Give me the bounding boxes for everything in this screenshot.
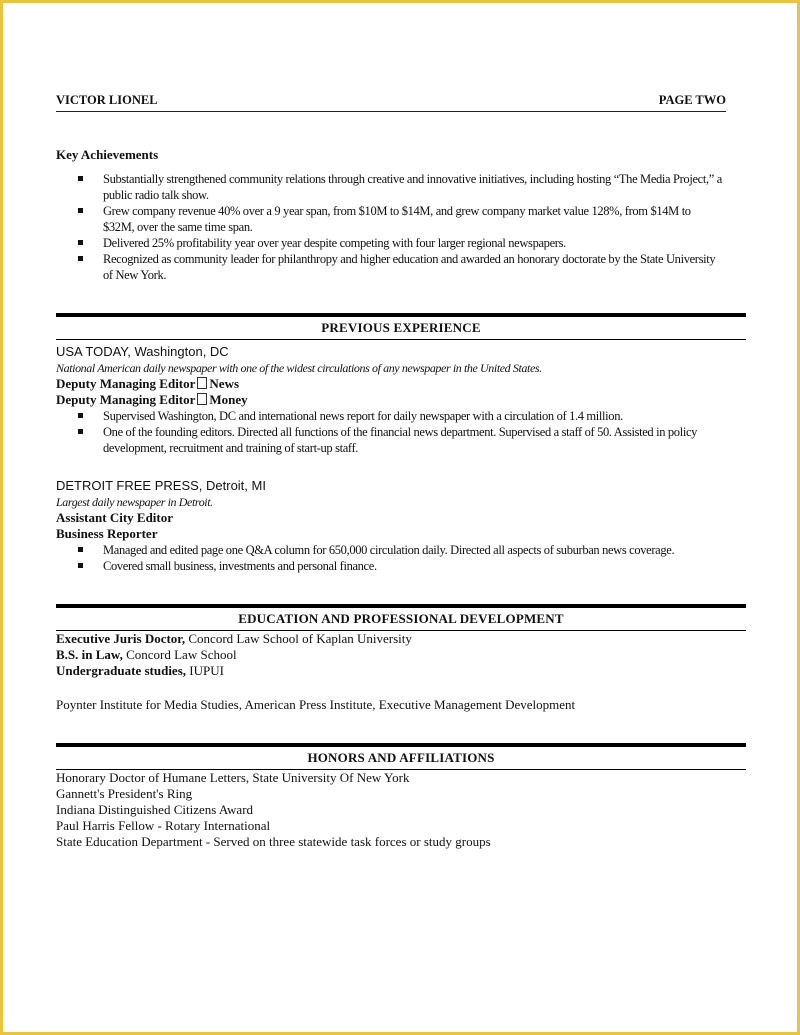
education-heading: EDUCATION AND PROFESSIONAL DEVELOPMENT	[56, 604, 746, 631]
honors-heading: HONORS AND AFFILIATIONS	[56, 743, 746, 770]
employer-description: National American daily newspaper with one of the widest circulations of any newspaper in the United States.	[56, 361, 542, 375]
honor-item: State Education Department - Served on three statewide task forces or study groups	[56, 834, 491, 849]
honor-item: Indiana Distinguished Citizens Award	[56, 802, 254, 817]
professional-development: Poynter Institute for Media Studies, American Press Institute, Executive Management Development	[56, 697, 576, 712]
page-header	[56, 92, 726, 112]
degree-line	[56, 631, 746, 647]
job-title	[56, 392, 746, 408]
degree-school: Concord Law School of Kaplan University	[185, 631, 412, 646]
job-title	[56, 376, 746, 392]
degree-school: IUPUI	[186, 663, 224, 678]
list-item: Substantially strengthened community relations through creative and innovative initiatives, including hosting “The Media Project,” a public radio talk show.	[103, 172, 722, 202]
list-item: Covered small business, investments and personal finance.	[103, 558, 723, 574]
degree-line	[56, 663, 746, 679]
list-item: Supervised Washington, DC and international news report for daily newspaper with a circulation of 1.4 million.	[103, 408, 723, 424]
job-title: Business Reporter	[56, 526, 158, 541]
separator-box-icon	[197, 393, 207, 405]
list-item: Recognized as community leader for philanthropy and higher education and awarded an honorary doctorate by the State University of New York.	[103, 251, 723, 283]
list-item: One of the founding editors. Directed all functions of the financial news department. Supervised a staff of 50. Assisted in policy development, recruitment and training of start-up staff.	[103, 424, 723, 456]
degree-name: B.S. in Law,	[56, 647, 123, 662]
separator-box-icon	[197, 377, 207, 389]
honor-item: Paul Harris Fellow - Rotary International	[56, 818, 271, 833]
degree-name: Executive Juris Doctor,	[56, 631, 186, 646]
usa-today-duties	[56, 408, 746, 456]
job-title-text: Deputy Managing Editor	[56, 376, 196, 391]
page-number: PAGE TWO	[658, 93, 726, 107]
job-area: News	[209, 376, 240, 391]
employer-detroit-free-press: DETROIT FREE PRESS, Detroit, MI	[56, 478, 266, 493]
degree-line	[56, 647, 746, 663]
list-item: Managed and edited page one Q&A column for 650,000 circulation daily. Directed all aspects of suburban news coverage.	[103, 542, 723, 558]
previous-experience-heading: PREVIOUS EXPERIENCE	[56, 313, 746, 340]
list-item: Delivered 25% profitability year over year despite competing with four larger regional newspapers.	[103, 235, 723, 251]
detroit-duties	[56, 542, 746, 574]
job-area: Money	[209, 392, 248, 407]
key-achievements-list	[56, 171, 746, 283]
resume-page	[56, 92, 746, 850]
employer-usa-today: USA TODAY, Washington, DC	[56, 344, 229, 359]
list-item: Grew company revenue 40% over a 9 year span, from $10M to $14M, and grew company market value 128%, from $14M to $32M, over the same time span.	[103, 203, 723, 235]
honor-item: Gannett's President's Ring	[56, 786, 193, 801]
honor-item: Honorary Doctor of Humane Letters, State University Of New York	[56, 770, 410, 785]
employer-description: Largest daily newspaper in Detroit.	[56, 495, 213, 509]
job-title-text: Deputy Managing Editor	[56, 392, 196, 407]
degree-name: Undergraduate studies,	[56, 663, 187, 678]
candidate-name: VICTOR LIONEL	[56, 93, 158, 107]
key-achievements-heading: Key Achievements	[56, 147, 159, 162]
job-title: Assistant City Editor	[56, 510, 174, 525]
degree-school: Concord Law School	[122, 647, 237, 662]
